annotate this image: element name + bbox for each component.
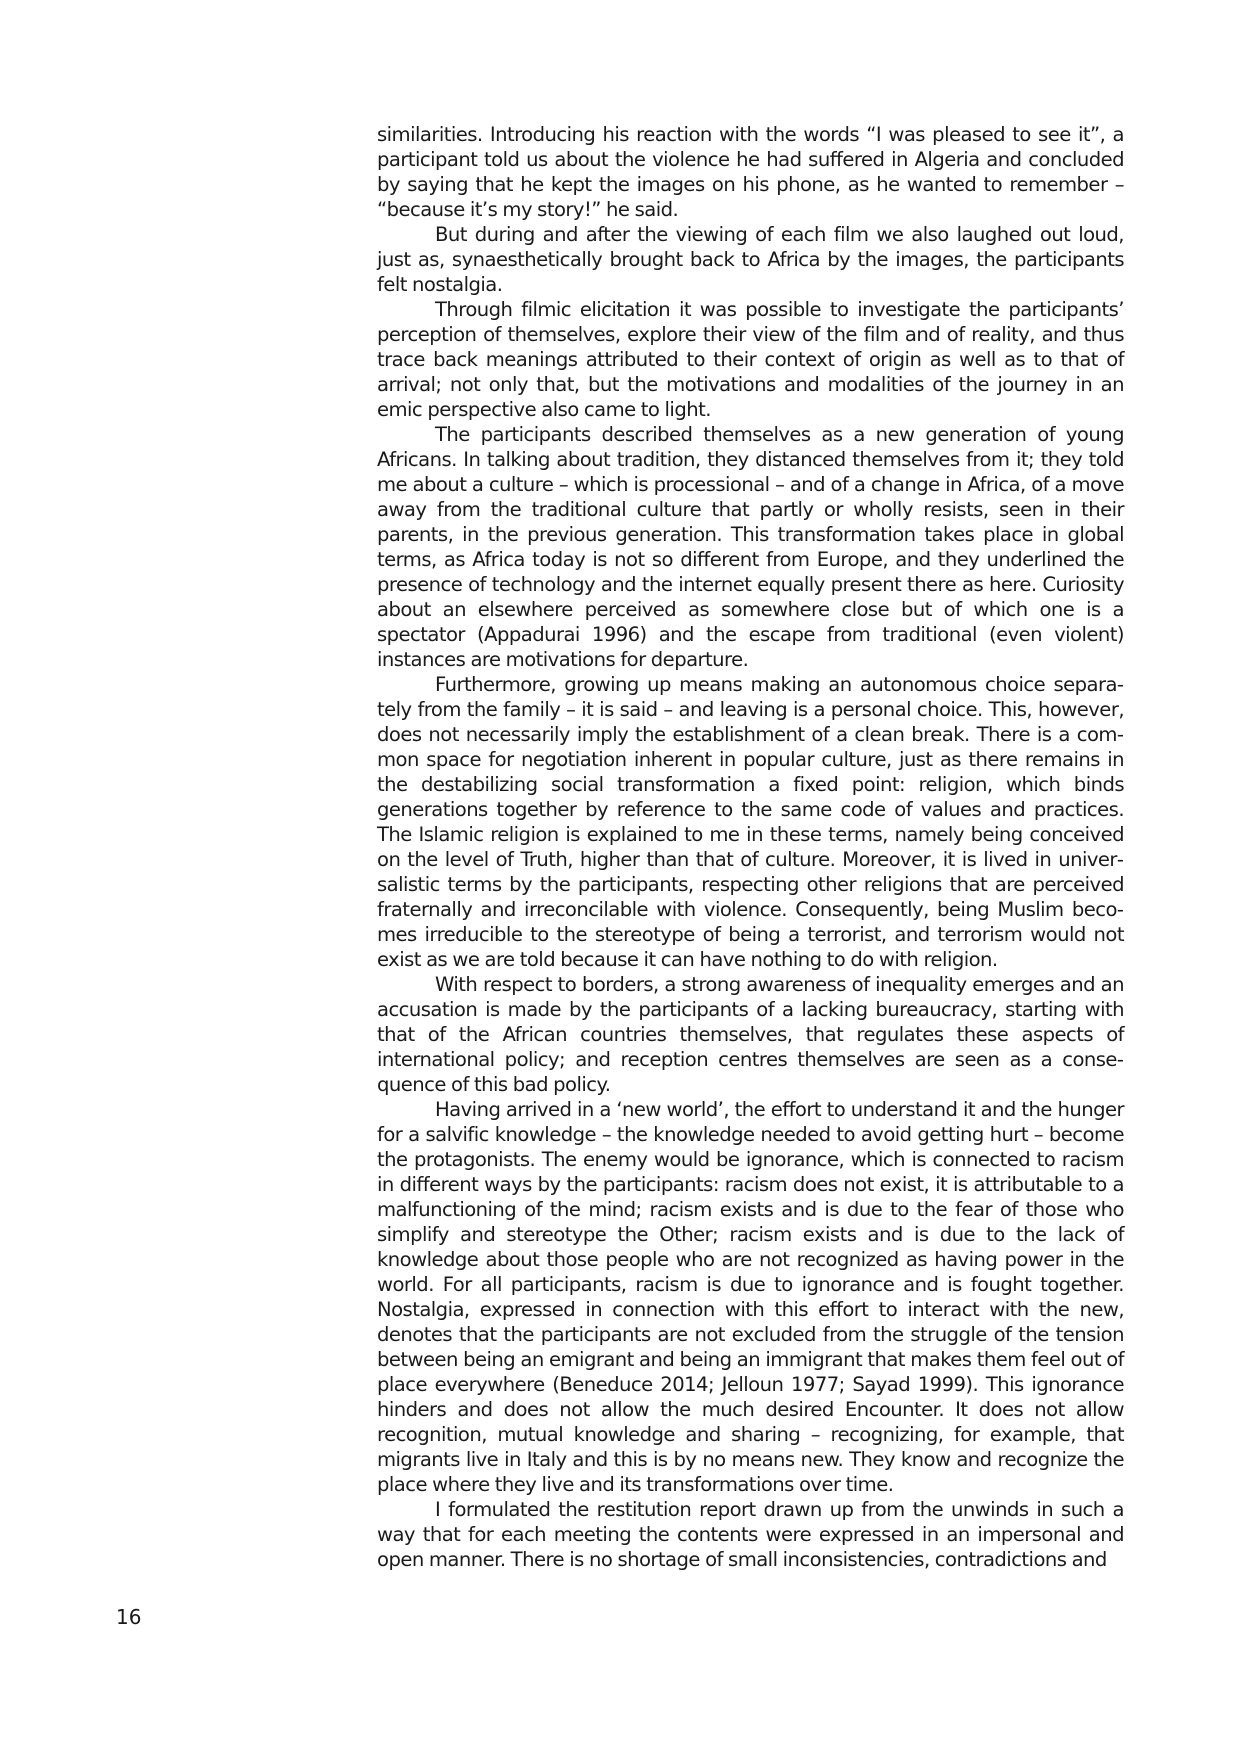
paragraph: The participants described themselves as a new generation of young Africans. In talking about tradition, they distanced themselves from it; they told me about a culture – which is processional – and of a change in Africa, of a move away from the traditional culture that partly or wholly resists, seen in their parents, in the previous generation. This transformation takes place in global terms, as Africa today is not so different from Europe, and they underlined the presence of technology and the internet equally present there as here. Curiosity about an elsewhere perceived as somewhere close but of which one is a spectator (Appadurai 1996) and the escape from traditional (even violent) instances are motivations for departure. [377, 423, 1124, 671]
paragraph: I formulated the restitution report drawn up from the unwinds in such a way that for each meeting the contents were expressed in an impersonal and open manner. There is no shortage of small inconsistencies, contradictions and [377, 1498, 1124, 1571]
paragraph: Furthermore, growing up means making an autonomous choice separately from the family – it is said – and leaving is a personal choice. This, however, does not necessarily imply the establishment of a clean break. There is a common space for negotiation inherent in popular culture, just as there remains in the destabilizing social transformation a fixed point: religion, which binds generations together by reference to the same code of values and practices. The Islamic religion is explained to me in these terms, namely being conceived on the level of Truth, higher than that of culture. Moreover, it is lived in universalistic terms by the participants, respecting other religions that are perceived fraternally and irreconcilable with violence. Consequently, being Muslim becomes irreducible to the stereotype of being a terrorist, and terrorism would not exist as we are told because it can have nothing to do with religion. [377, 673, 1124, 971]
paragraph: With respect to borders, a strong awareness of inequality emerges and an accusation is made by the participants of a lacking bureaucracy, starting with that of the African countries themselves, that regulates these aspects of international policy; and reception centres themselves are seen as a consequence of this bad policy. [377, 973, 1124, 1096]
body-text [377, 122, 1124, 1572]
paragraph: Through filmic elicitation it was possible to investigate the participants’ perception of themselves, explore their view of the film and of reality, and thus trace back meanings attributed to their context of origin as well as to that of arrival; not only that, but the motivations and modalities of the journey in an emic perspective also came to light. [377, 298, 1124, 421]
paragraph: But during and after the viewing of each film we also laughed out loud, just as, synaesthetically brought back to Africa by the images, the participants felt nostalgia. [377, 223, 1124, 296]
paragraph: Having arrived in a ‘new world’, the effort to understand it and the hunger for a salvific knowledge – the knowledge needed to avoid getting hurt – become the protagonists. The enemy would be ignorance, which is connected to racism in different ways by the participants: racism does not exist, it is attributable to a malfunctioning of the mind; racism exists and is due to the fear of those who simplify and stereotype the Other; racism exists and is due to the lack of knowledge about those people who are not recognized as having power in the world. For all participants, racism is due to ignorance and is fought together. Nostalgia, expressed in connection with this effort to interact with the new, denotes that the participants are not excluded from the struggle of the tension between being an emigrant and being an immigrant that makes them feel out of place everywhere (Beneduce 2014; Jelloun 1977; Sayad 1999). This ignorance hinders and does not allow the much desired Encounter. It does not allow recognition, mutual knowledge and sharing – recognizing, for example, that migrants live in Italy and this is by no means new. They know and recognize the place where they live and its transformations over time. [377, 1098, 1124, 1496]
paragraph: similarities. Introducing his reaction with the words “I was pleased to see it”, a participant told us about the violence he had suffered in Algeria and concluded by saying that he kept the images on his phone, as he wanted to remember – “because it’s my story!” he said. [377, 123, 1124, 221]
page-number: 16 [116, 1605, 142, 1629]
